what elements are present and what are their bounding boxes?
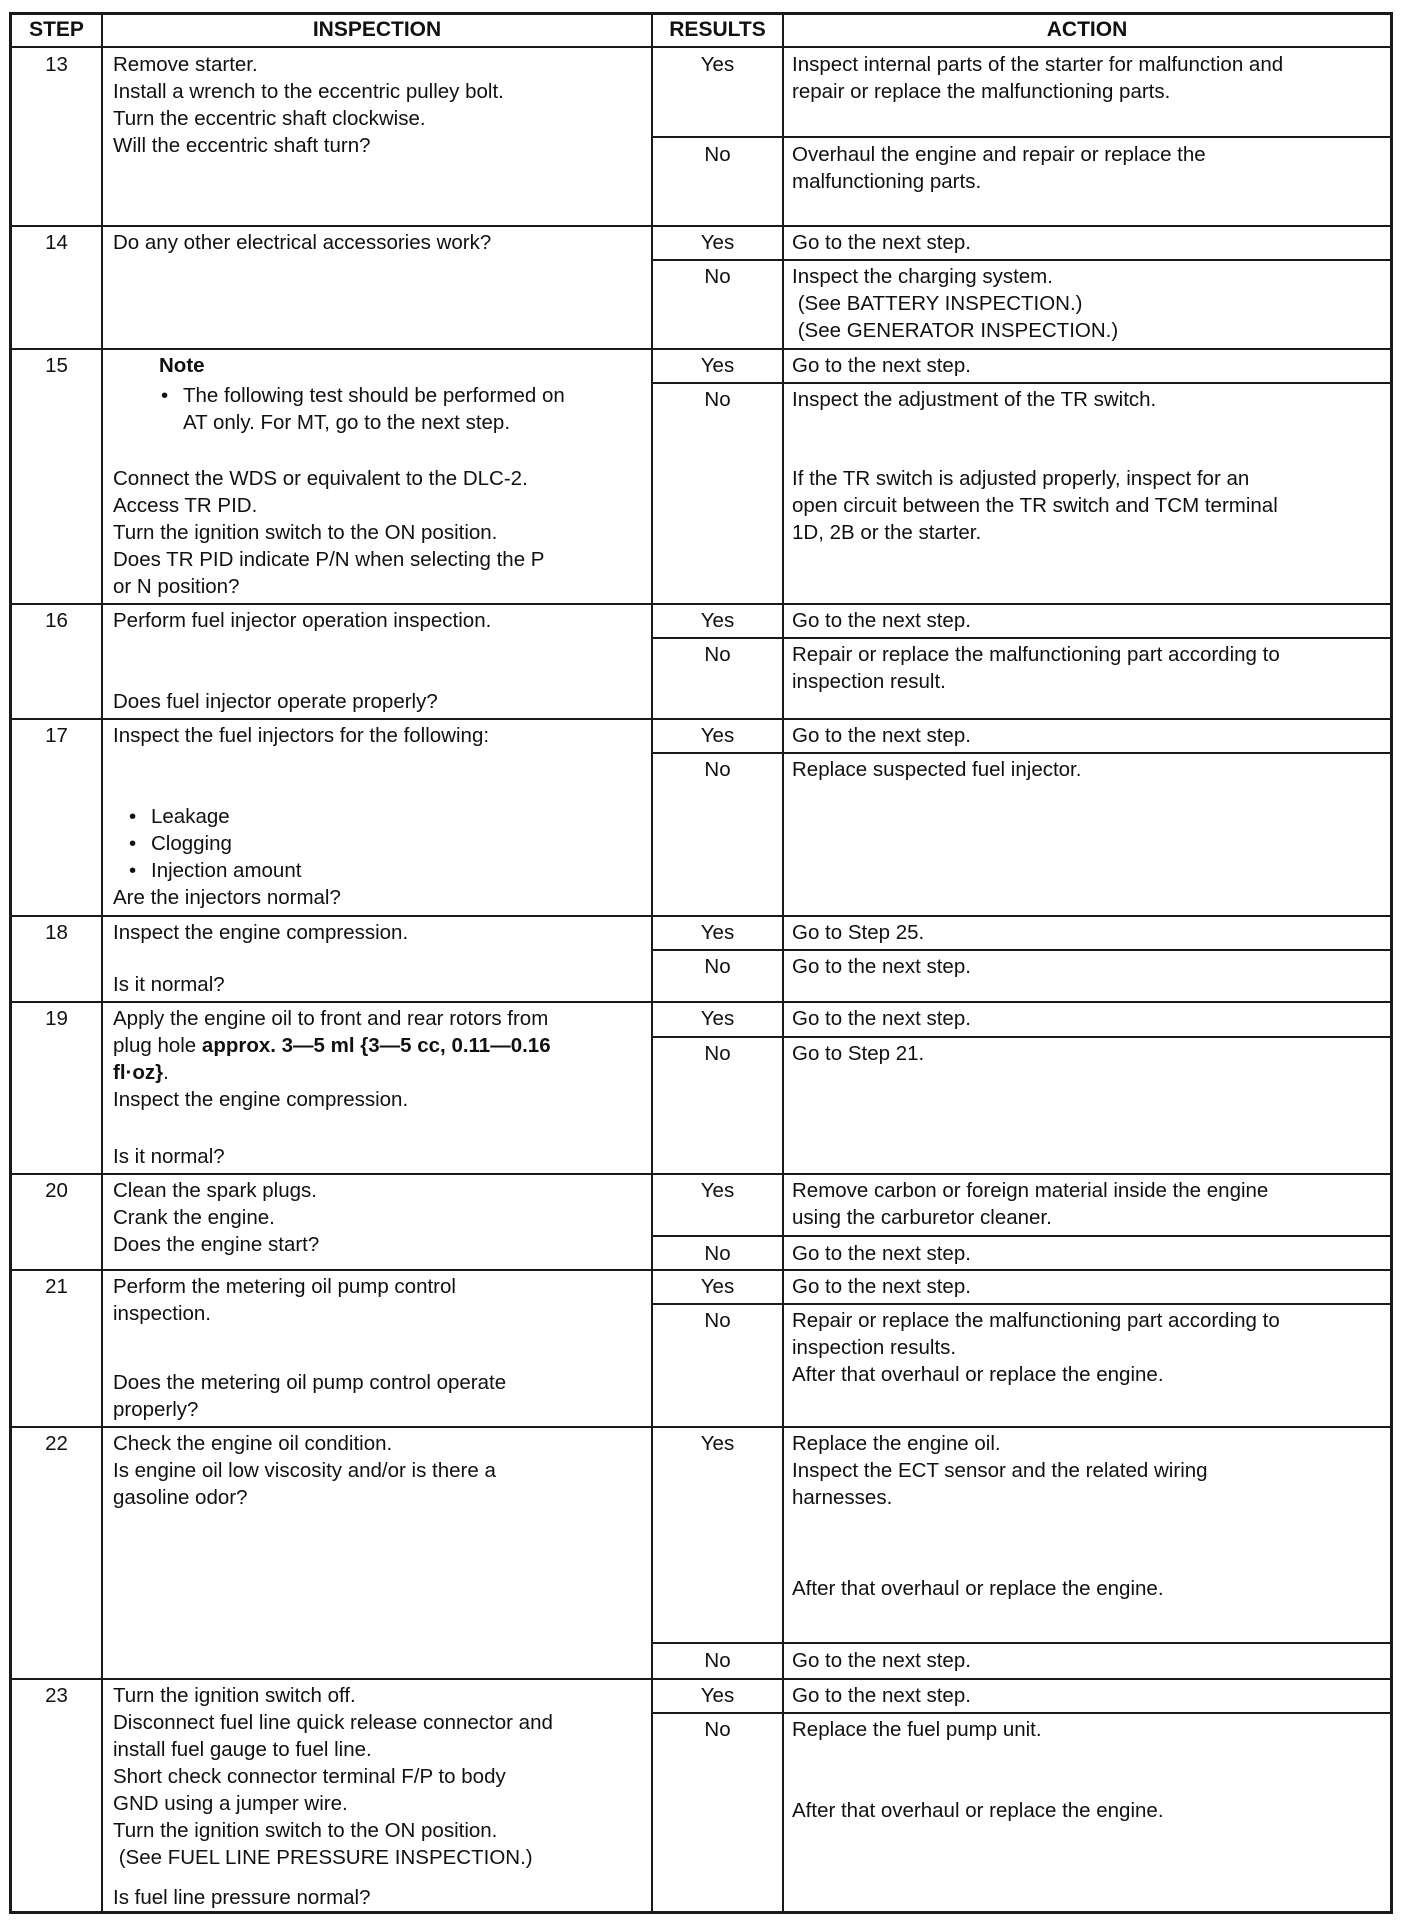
inspection-text: Does the metering oil pump control operate bbox=[113, 1371, 507, 1394]
step-number: 15 bbox=[45, 354, 68, 377]
inspection-text-line bbox=[113, 1059, 169, 1086]
inspection-text: Does the engine start? bbox=[113, 1233, 320, 1256]
yes-no-separator bbox=[651, 1036, 1393, 1038]
inspection-text: Turn the ignition switch to the ON position. bbox=[113, 1819, 498, 1842]
result-no: No bbox=[704, 955, 731, 978]
result-yes: Yes bbox=[700, 1684, 735, 1707]
yes-no-separator bbox=[651, 752, 1393, 754]
inspection-text: Does fuel injector operate properly? bbox=[113, 690, 438, 713]
action-text: inspection result. bbox=[792, 670, 946, 693]
action-text: Go to Step 21. bbox=[792, 1042, 925, 1065]
bullet-item: • Clogging bbox=[151, 830, 232, 857]
row-separator bbox=[9, 718, 1393, 720]
yes-no-separator bbox=[651, 637, 1393, 639]
inspection-text: Install a wrench to the eccentric pulley bolt. bbox=[113, 80, 504, 103]
action-text: Repair or replace the malfunctioning part according to bbox=[792, 643, 1280, 666]
row-separator bbox=[9, 348, 1393, 350]
row-separator bbox=[9, 1426, 1393, 1428]
action-text: Inspect the adjustment of the TR switch. bbox=[792, 388, 1157, 411]
result-yes: Yes bbox=[700, 1007, 735, 1030]
result-no: No bbox=[704, 1718, 731, 1741]
action-text: Go to Step 25. bbox=[792, 921, 925, 944]
action-text: Inspect the charging system. bbox=[792, 265, 1053, 288]
row-separator bbox=[9, 1001, 1393, 1003]
row-separator bbox=[9, 603, 1393, 605]
action-text: Go to the next step. bbox=[792, 1007, 971, 1030]
step-number: 13 bbox=[45, 53, 68, 76]
bullet-item: • Injection amount bbox=[151, 857, 301, 884]
header-inspection: INSPECTION bbox=[312, 18, 442, 41]
inspection-text: Short check connector terminal F/P to body bbox=[113, 1765, 506, 1788]
action-text: repair or replace the malfunctioning parts. bbox=[792, 80, 1171, 103]
inspection-text: (See FUEL LINE PRESSURE INSPECTION.) bbox=[113, 1846, 533, 1869]
yes-no-separator bbox=[651, 382, 1393, 384]
action-text: After that overhaul or replace the engine. bbox=[792, 1799, 1164, 1822]
bullet-item: • Leakage bbox=[151, 803, 230, 830]
action-text: (See GENERATOR INSPECTION.) bbox=[792, 319, 1119, 342]
inspection-quantity: fl·oz} bbox=[113, 1061, 164, 1084]
result-no: No bbox=[704, 143, 731, 166]
col-divider-step bbox=[101, 12, 103, 1914]
action-text: Go to the next step. bbox=[792, 231, 971, 254]
action-text: Go to the next step. bbox=[792, 1684, 971, 1707]
action-text: Remove carbon or foreign material inside the engine bbox=[792, 1179, 1269, 1202]
action-text: Repair or replace the malfunctioning part according to bbox=[792, 1309, 1280, 1332]
action-text: Inspect the ECT sensor and the related wiring bbox=[792, 1459, 1208, 1482]
result-yes: Yes bbox=[700, 724, 735, 747]
result-no: No bbox=[704, 1309, 731, 1332]
result-no: No bbox=[704, 1042, 731, 1065]
inspection-text: Turn the ignition switch to the ON position. bbox=[113, 521, 498, 544]
inspection-text: Will the eccentric shaft turn? bbox=[113, 134, 371, 157]
result-yes: Yes bbox=[700, 53, 735, 76]
inspection-text: Is engine oil low viscosity and/or is there a bbox=[113, 1459, 496, 1482]
action-text: open circuit between the TR switch and TCM terminal bbox=[792, 494, 1278, 517]
result-yes: Yes bbox=[700, 354, 735, 377]
step-number: 23 bbox=[45, 1684, 68, 1707]
result-no: No bbox=[704, 388, 731, 411]
action-text: Replace suspected fuel injector. bbox=[792, 758, 1082, 781]
inspection-text: Access TR PID. bbox=[113, 494, 258, 517]
yes-no-separator bbox=[651, 1642, 1393, 1644]
action-text: Replace the engine oil. bbox=[792, 1432, 1001, 1455]
inspection-text: Crank the engine. bbox=[113, 1206, 275, 1229]
step-number: 14 bbox=[45, 231, 68, 254]
result-no: No bbox=[704, 643, 731, 666]
inspection-text: properly? bbox=[113, 1398, 199, 1421]
result-yes: Yes bbox=[700, 1179, 735, 1202]
inspection-text: Perform the metering oil pump control bbox=[113, 1275, 456, 1298]
header-results: RESULTS bbox=[669, 18, 766, 41]
step-number: 18 bbox=[45, 921, 68, 944]
action-text: Go to the next step. bbox=[792, 1275, 971, 1298]
note-text: AT only. For MT, go to the next step. bbox=[183, 411, 511, 434]
inspection-text: or N position? bbox=[113, 575, 240, 598]
inspection-text: Disconnect fuel line quick release connector and bbox=[113, 1711, 553, 1734]
step-number: 20 bbox=[45, 1179, 68, 1202]
note-bullet: • The following test should be performed on bbox=[183, 382, 565, 409]
result-no: No bbox=[704, 265, 731, 288]
result-yes: Yes bbox=[700, 231, 735, 254]
action-text: After that overhaul or replace the engine. bbox=[792, 1577, 1164, 1600]
action-text: Go to the next step. bbox=[792, 1242, 971, 1265]
inspection-text: Is fuel line pressure normal? bbox=[113, 1886, 371, 1909]
result-no: No bbox=[704, 1242, 731, 1265]
inspection-text: Turn the eccentric shaft clockwise. bbox=[113, 107, 426, 130]
row-separator bbox=[9, 1678, 1393, 1680]
action-text: inspection results. bbox=[792, 1336, 957, 1359]
row-separator bbox=[9, 1173, 1393, 1175]
inspection-text-plain: plug hole bbox=[113, 1034, 202, 1057]
action-text: (See BATTERY INSPECTION.) bbox=[792, 292, 1083, 315]
action-text: After that overhaul or replace the engine. bbox=[792, 1363, 1164, 1386]
inspection-text: Is it normal? bbox=[113, 1145, 225, 1168]
inspection-text: Does TR PID indicate P/N when selecting the P bbox=[113, 548, 545, 571]
col-divider-results bbox=[782, 12, 784, 1914]
inspection-text: Turn the ignition switch off. bbox=[113, 1684, 356, 1707]
action-text: Replace the fuel pump unit. bbox=[792, 1718, 1042, 1741]
action-text: Go to the next step. bbox=[792, 724, 971, 747]
action-text: Go to the next step. bbox=[792, 1649, 971, 1672]
action-text: Go to the next step. bbox=[792, 354, 971, 377]
inspection-text: Apply the engine oil to front and rear rotors from bbox=[113, 1007, 549, 1030]
inspection-text: inspection. bbox=[113, 1302, 212, 1325]
result-yes: Yes bbox=[700, 1275, 735, 1298]
inspection-text: Remove starter. bbox=[113, 53, 258, 76]
step-number: 21 bbox=[45, 1275, 68, 1298]
note-heading: Note bbox=[159, 354, 205, 377]
action-text: Inspect internal parts of the starter for malfunction and bbox=[792, 53, 1284, 76]
inspection-text: Perform fuel injector operation inspection. bbox=[113, 609, 492, 632]
action-text: using the carburetor cleaner. bbox=[792, 1206, 1052, 1229]
step-number: 22 bbox=[45, 1432, 68, 1455]
inspection-text: Inspect the engine compression. bbox=[113, 1088, 409, 1111]
yes-no-separator bbox=[651, 949, 1393, 951]
inspection-text: gasoline odor? bbox=[113, 1486, 248, 1509]
result-yes: Yes bbox=[700, 609, 735, 632]
yes-no-separator bbox=[651, 1303, 1393, 1305]
result-no: No bbox=[704, 1649, 731, 1672]
inspection-text: Are the injectors normal? bbox=[113, 886, 341, 909]
inspection-text: Clean the spark plugs. bbox=[113, 1179, 317, 1202]
inspection-text-line bbox=[113, 1032, 551, 1059]
yes-no-separator bbox=[651, 136, 1393, 138]
inspection-text: Connect the WDS or equivalent to the DLC-2. bbox=[113, 467, 528, 490]
yes-no-separator bbox=[651, 1235, 1393, 1237]
yes-no-separator bbox=[651, 259, 1393, 261]
inspection-text: GND using a jumper wire. bbox=[113, 1792, 348, 1815]
row-separator bbox=[9, 1269, 1393, 1271]
action-text: Overhaul the engine and repair or replace the bbox=[792, 143, 1206, 166]
inspection-text: Check the engine oil condition. bbox=[113, 1432, 393, 1455]
yes-no-separator bbox=[651, 1712, 1393, 1714]
step-number: 17 bbox=[45, 724, 68, 747]
action-text: Go to the next step. bbox=[792, 955, 971, 978]
result-yes: Yes bbox=[700, 921, 735, 944]
inspection-text: Is it normal? bbox=[113, 973, 225, 996]
header-step: STEP bbox=[29, 18, 84, 41]
inspection-text: Do any other electrical accessories work? bbox=[113, 231, 492, 254]
action-text: malfunctioning parts. bbox=[792, 170, 982, 193]
action-text: If the TR switch is adjusted properly, inspect for an bbox=[792, 467, 1250, 490]
step-number: 19 bbox=[45, 1007, 68, 1030]
inspection-text-plain: . bbox=[163, 1061, 169, 1084]
result-no: No bbox=[704, 758, 731, 781]
row-separator bbox=[9, 915, 1393, 917]
header-action: ACTION bbox=[1046, 18, 1128, 41]
inspection-quantity: approx. 3—5 ml {3—5 cc, 0.11—0.16 bbox=[201, 1034, 551, 1057]
header-separator bbox=[9, 46, 1393, 48]
inspection-text: Inspect the engine compression. bbox=[113, 921, 409, 944]
inspection-text: install fuel gauge to fuel line. bbox=[113, 1738, 372, 1761]
result-yes: Yes bbox=[700, 1432, 735, 1455]
row-separator bbox=[9, 225, 1393, 227]
action-text: Go to the next step. bbox=[792, 609, 971, 632]
inspection-text: Inspect the fuel injectors for the following: bbox=[113, 724, 490, 747]
action-text: 1D, 2B or the starter. bbox=[792, 521, 982, 544]
action-text: harnesses. bbox=[792, 1486, 893, 1509]
step-number: 16 bbox=[45, 609, 68, 632]
